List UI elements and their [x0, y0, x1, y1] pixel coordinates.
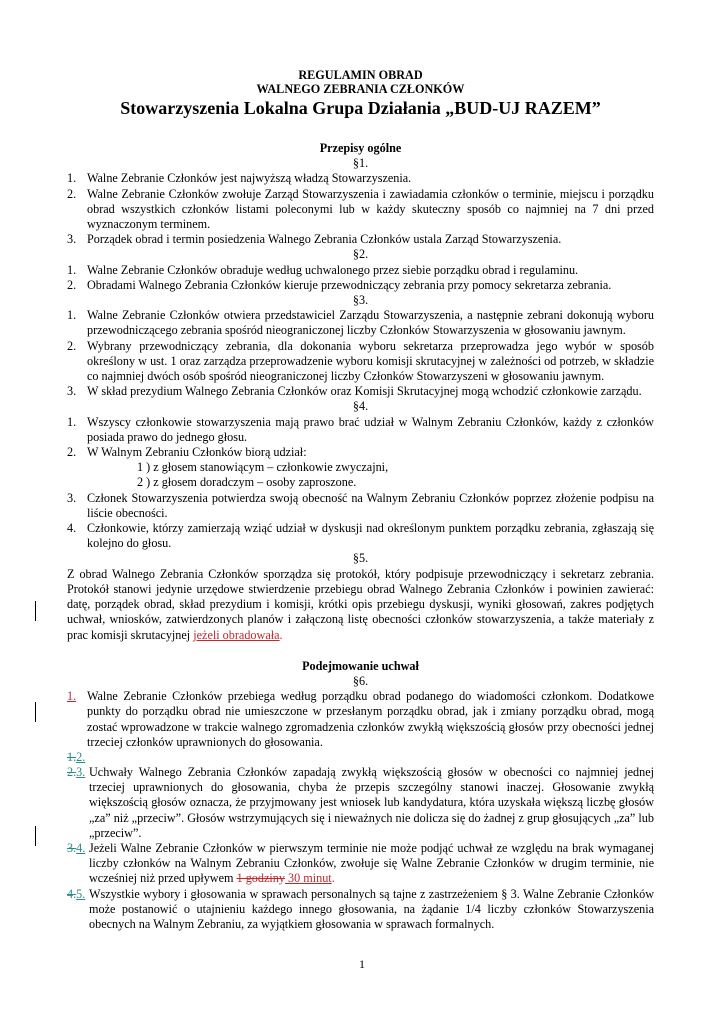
list-item: 3. W skład prezydium Walnego Zebrania Członków oraz Komisji Skrutacyjnej mogą wchodzić członkowie zarządu. — [67, 384, 642, 399]
list-item: 3. Członek Stowarzyszenia potwierdza swoją obecność na Walnym Zebraniu Członków poprzez złożenie podpisu na liście obecności. — [67, 490, 654, 520]
paragraph-6-list — [67, 689, 654, 932]
paragraph-mark-6: §6. — [352, 673, 369, 688]
revision-bar-3 — [35, 826, 36, 846]
list-item: 2.3. Uchwały Walnego Zebrania Członków zapadają zwykłą większością głosów w obecności co najmniej jednej trzeciej uprawnionych do głosowania, chyba że przepis szczególny stanowi inaczej. Głosowanie zwykłą większością głosów oznacza, że przyjmowany jest wniosek lub kandydatura, która uzyskała większą liczbę głosów „za” niż „przeciw”. Głosów wstrzymujących się i nieważnych nie dolicza się do żadnej z grup głosujących „za” lub „przeciw”. — [67, 764, 654, 840]
list-item: 2. Walne Zebranie Członków zwołuje Zarząd Stowarzyszenia i zawiadamia członków o terminie, miejscu i porządku obrad wszystkich członków listami poleconymi lub w każdy skuteczny sposób co najmniej na 7 dni przed wyznaczonym terminem. — [67, 186, 654, 232]
list-item: 1. Walne Zebranie Członków otwiera przedstawiciel Zarządu Stowarzyszenia, a następnie zebrani dokonują wyboru przewodniczącego zebrania spośród nieograniczonej liczby Członków Stowarzyszenia w głosowaniu jawnym. — [67, 308, 654, 338]
list-item: 4. Członkowie, którzy zamierzają wziąć udział w dyskusji nad określonym punktem porządku zebrania, zgłaszają się kolejno do głosu. — [67, 521, 654, 551]
inserted-text: 30 minut — [284, 871, 332, 886]
paragraph-mark-2: §2. — [352, 247, 369, 262]
revision-bar-2 — [35, 702, 36, 722]
list-item: 1. Walne Zebranie Członków przebiega według porządku obrad podanego do wiadomości członkom. Dodatkowe punkty do porządku obrad nie umieszczone w przesłanym porządku obrad, jak i zmiany porządku obrad, mogą zostać wprowadzone w trakcie walnego zgromadzenia członków zwykłą większością głosów przy obecności jednej trzeciej członków uprawnionych do głosowania. — [67, 689, 654, 749]
list-item: 1. Walne Zebranie Członków obraduje według uchwalonego przez siebie porządku obrad i regulaminu. — [67, 262, 579, 277]
page-number: 1 — [359, 957, 365, 971]
title-line-3: Stowarzyszenia Lokalna Grupa Działania „BUD-UJ RAZEM” — [120, 98, 601, 118]
list-item: 1. Walne Zebranie Członków jest najwyższą władzą Stowarzyszenia. — [67, 171, 412, 186]
list-item: 2. Wybrany przewodniczący zebrania, dla dokonania wyboru sekretarza przeprowadza jego wybór w sposób określony w ust. 1 oraz zarządza przeprowadzenie wyboru komisji skrutacyjnej w zależności od potrzeb, w składzie co najmniej dwóch osób spośród nieograniczonej liczby Członków Stowarzyszeni w głosowaniu jawnym. — [67, 338, 654, 384]
title-line-1: REGULAMIN OBRAD — [298, 68, 423, 82]
paragraph-4-list — [67, 415, 654, 552]
list-item: 2. W Walnym Zebraniu Członków biorą udział: 1 ) z głosem stanowiącym – członkowie zwyczajni, 2 ) z głosem doradczym – osoby zaproszone. — [67, 445, 654, 491]
list-item: 4.5. Wszystkie wybory i głosowania w sprawach personalnych są tajne z zastrzeżeniem § 3. Walne Zebranie Członków może postanowić o utajnieniu każdego innego głosowania, na żądanie 1/4 liczby członków Stowarzyszenia obecnych na Walnym Zebraniu, za wyjątkiem głosowania w sprawach formalnych. — [67, 886, 654, 931]
list-item: 3.4. Jeżeli Walne Zebranie Członków w pierwszym terminie nie może podjąć uchwał ze względu na brak wymaganej liczby członków na Walnym Zebraniu Członków, zwołuje się Walne Zebranie Członków w drugim terminie, nie wcześniej niż przed upływem 1 godziny 30 minut. — [67, 840, 654, 886]
paragraph-2-list — [67, 263, 654, 293]
document-page — [67, 69, 654, 932]
sub-item: 2 ) z głosem doradczym – osoby zaproszone. — [137, 475, 357, 490]
paragraph-mark-5: §5. — [352, 551, 369, 566]
paragraph-mark-3: §3. — [352, 293, 369, 308]
sub-item: 1 ) z głosem stanowiącym – członkowie zwyczajni, — [137, 460, 389, 475]
protocol-paragraph: Z obrad Walnego Zebrania Członków sporządza się protokół, który podpisuje przewodniczący i sekretarz zebrania. Protokół stanowi jedynie urzędowe stwierdzenie przebiegu obrad Walnego Zebrania Członków i powinien zawierać: datę, porządek obrad, skład prezydium i komisji, krótki opis przebiegu dyskusji, wyniki głosowań, zakres podjętych uchwał, wniosków, zatwierdzonych planów i załączoną listę obecności członków stowarzyszenia, a także materiały z prac komisji skrutacyjnej jeżeli obradowała. — [67, 566, 654, 642]
paragraph-mark-1: §1. — [352, 156, 369, 171]
revision-bar-1 — [35, 601, 36, 621]
paragraph-mark-4: §4. — [352, 399, 369, 414]
paragraph-3-list — [67, 308, 654, 399]
list-item: 2. Obradami Walnego Zebrania Członków kieruje przewodniczący zebrania przy pomocy sekretarza zebrania. — [67, 277, 612, 292]
paragraph-1-list — [67, 171, 654, 247]
title-line-2: WALNEGO ZEBRANIA CZŁONKÓW — [256, 81, 465, 96]
section-title-general: Przepisy ogólne — [319, 141, 402, 155]
deleted-text: 1 godziny — [236, 871, 285, 886]
list-item: 1.2. — [67, 749, 86, 764]
list-item: 3. Porządek obrad i termin posiedzenia Walnego Zebrania Członków ustala Zarząd Stowarzyszenia. — [67, 232, 562, 247]
inserted-text: jeżeli obradowała — [193, 627, 280, 642]
list-item: 1. Wszyscy członkowie stowarzyszenia mają prawo brać udział w Walnym Zebraniu Członków, każdy z członków posiada prawo do jednego głosu. — [67, 414, 654, 444]
section-title-resolutions: Podejmowanie uchwał — [302, 658, 419, 673]
